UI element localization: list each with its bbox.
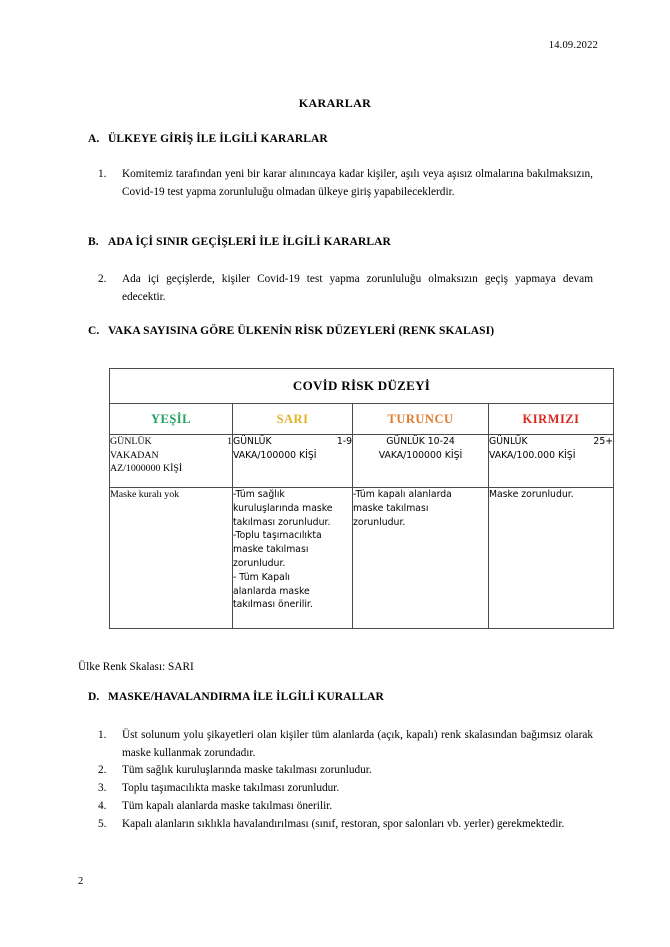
mask-rule-line: alanlarda maske (233, 585, 310, 597)
section-heading-b (88, 236, 391, 248)
list-item-number: 4. (98, 800, 107, 812)
list-item (98, 271, 593, 306)
section-title-c: VAKA SAYISINA GÖRE ÜLKENİN RİSK DÜZEYLERİ (RENK SKALASI) (108, 325, 495, 337)
country-color-scale: Ülke Renk Skalası: SARI (78, 661, 194, 673)
risk-level-header-green: YEŞİL (110, 404, 233, 435)
case-rate-cell-green (110, 435, 233, 488)
mask-rule-line: kuruluşlarında maske (233, 502, 333, 514)
risk-level-header-red: KIRMIZI (489, 404, 614, 435)
list-item-text: Kapalı alanların sıklıkla havalandırılması (sınıf, restoran, spor salonları vb. yerler) gerekmektedir. (122, 818, 565, 830)
case-rate-line-1: GÜNLÜK 10-24 (386, 436, 455, 447)
section-letter-d: D. (88, 691, 100, 703)
case-rate-prefix: GÜNLÜK (489, 436, 528, 447)
section-heading-a (88, 133, 328, 145)
mask-rule-line: - Tüm Kapalı (233, 571, 291, 583)
mask-rule-cell-yellow (233, 488, 353, 629)
section-letter-b: B. (88, 236, 99, 248)
table-row-title (110, 369, 614, 404)
list-item (98, 727, 593, 762)
case-rate-prefix: GÜNLÜK (233, 436, 272, 447)
list-item-text: Tüm kapalı alanlarda maske takılması önerilir. (122, 800, 333, 812)
case-rate-value: 1-9 (336, 436, 352, 447)
table-row-case-rates (110, 435, 614, 488)
section-title-b: ADA İÇİ SINIR GEÇİŞLERİ İLE İLGİLİ KARARLAR (108, 236, 391, 248)
page-title: KARARLAR (298, 96, 372, 110)
mask-rule-line: takılması önerilir. (233, 599, 313, 611)
case-rate-cell-red (489, 435, 614, 488)
table-title-cell: COVİD RİSK DÜZEYİ (110, 369, 614, 404)
list-item-number: 2. (98, 764, 107, 776)
list-item-number: 1. (98, 168, 107, 180)
case-rate-line-2: VAKA/100.000 KİŞİ (489, 449, 576, 461)
list-item-number: 1. (98, 729, 107, 741)
risk-level-header-yellow: SARI (233, 404, 353, 435)
section-letter-a: A. (88, 133, 100, 145)
list-item-text: Tüm sağlık kuruluşlarında maske takılması zorunludur. (122, 764, 372, 776)
case-rate-line-1 (233, 435, 352, 449)
list-item-text: Ada içi geçişlerde, kişiler Covid-19 test yapma zorunluluğu olmaksızın geçiş yapmaya devam edecektir. (122, 273, 593, 303)
list-item (98, 166, 593, 201)
case-rate-line-2: VAKA/100000 KİŞİ (233, 449, 317, 461)
section-heading-c (88, 325, 494, 337)
list-item-text: Komitemiz tarafından yeni bir karar alınıncaya kadar kişiler, aşılı veya aşısız olmalarına bakılmaksızın, Covid-19 test yapma zorunluluğu olmadan ülkeye giriş yapabileceklerdir. (122, 168, 593, 198)
mask-rule-line: -Toplu taşımacılıkta (233, 530, 322, 542)
case-rate-line-1 (110, 435, 232, 449)
covid-risk-table (109, 368, 614, 629)
list-item-number: 5. (98, 818, 107, 830)
table-row-color-headers (110, 404, 614, 435)
section-title-d: MASKE/HAVALANDIRMA İLE İLGİLİ KURALLAR (108, 691, 384, 703)
case-rate-line-3: AZ/1000000 KİŞİ (110, 463, 183, 475)
case-rate-cell-orange (353, 435, 489, 488)
list-item-number: 2. (98, 273, 107, 285)
case-rate-line-2: VAKA/100000 KİŞİ (378, 449, 463, 461)
mask-rule-cell-green: Maske kuralı yok (110, 488, 233, 629)
document-date: 14.09.2022 (548, 40, 598, 51)
risk-level-header-orange: TURUNCU (353, 404, 489, 435)
list-item (98, 798, 593, 816)
mask-rule-line: takılması zorunludur. (233, 516, 331, 528)
list-item-number: 3. (98, 782, 107, 794)
page-number: 2 (78, 876, 84, 887)
mask-rule-line: -Tüm sağlık (233, 489, 285, 500)
section-title-a: ÜLKEYE GİRİŞ İLE İLGİLİ KARARLAR (108, 133, 328, 145)
list-item-text: Üst solunum yolu şikayetleri olan kişiler tüm alanlarda (açık, kapalı) renk skalasından bağımsız olarak maske kullanmak zorundadır. (122, 729, 593, 759)
mask-rule-cell-red: Maske zorunludur. (489, 488, 614, 629)
list-item (98, 816, 593, 834)
mask-rule-line: maske takılması (353, 502, 429, 514)
case-rate-value: 1 (227, 436, 232, 447)
mask-rule-line: maske takılması (233, 544, 309, 556)
section-letter-c: C. (88, 325, 100, 337)
list-item (98, 762, 593, 780)
case-rate-cell-yellow (233, 435, 353, 488)
mask-rule-line: -Tüm kapalı alanlarda (353, 489, 452, 500)
list-item (98, 780, 593, 798)
mask-rule-line: zorunludur. (353, 516, 406, 528)
case-rate-line-1 (489, 435, 613, 449)
table-row-mask-rules (110, 488, 614, 629)
list-item-text: Toplu taşımacılıkta maske takılması zorunludur. (122, 782, 340, 794)
case-rate-prefix: GÜNLÜK (110, 436, 152, 447)
case-rate-line-2: VAKADAN (110, 449, 159, 461)
mask-rule-line: zorunludur. (233, 557, 286, 569)
section-heading-d (88, 691, 384, 703)
case-rate-value: 25+ (593, 436, 614, 447)
mask-rule-cell-orange (353, 488, 489, 629)
